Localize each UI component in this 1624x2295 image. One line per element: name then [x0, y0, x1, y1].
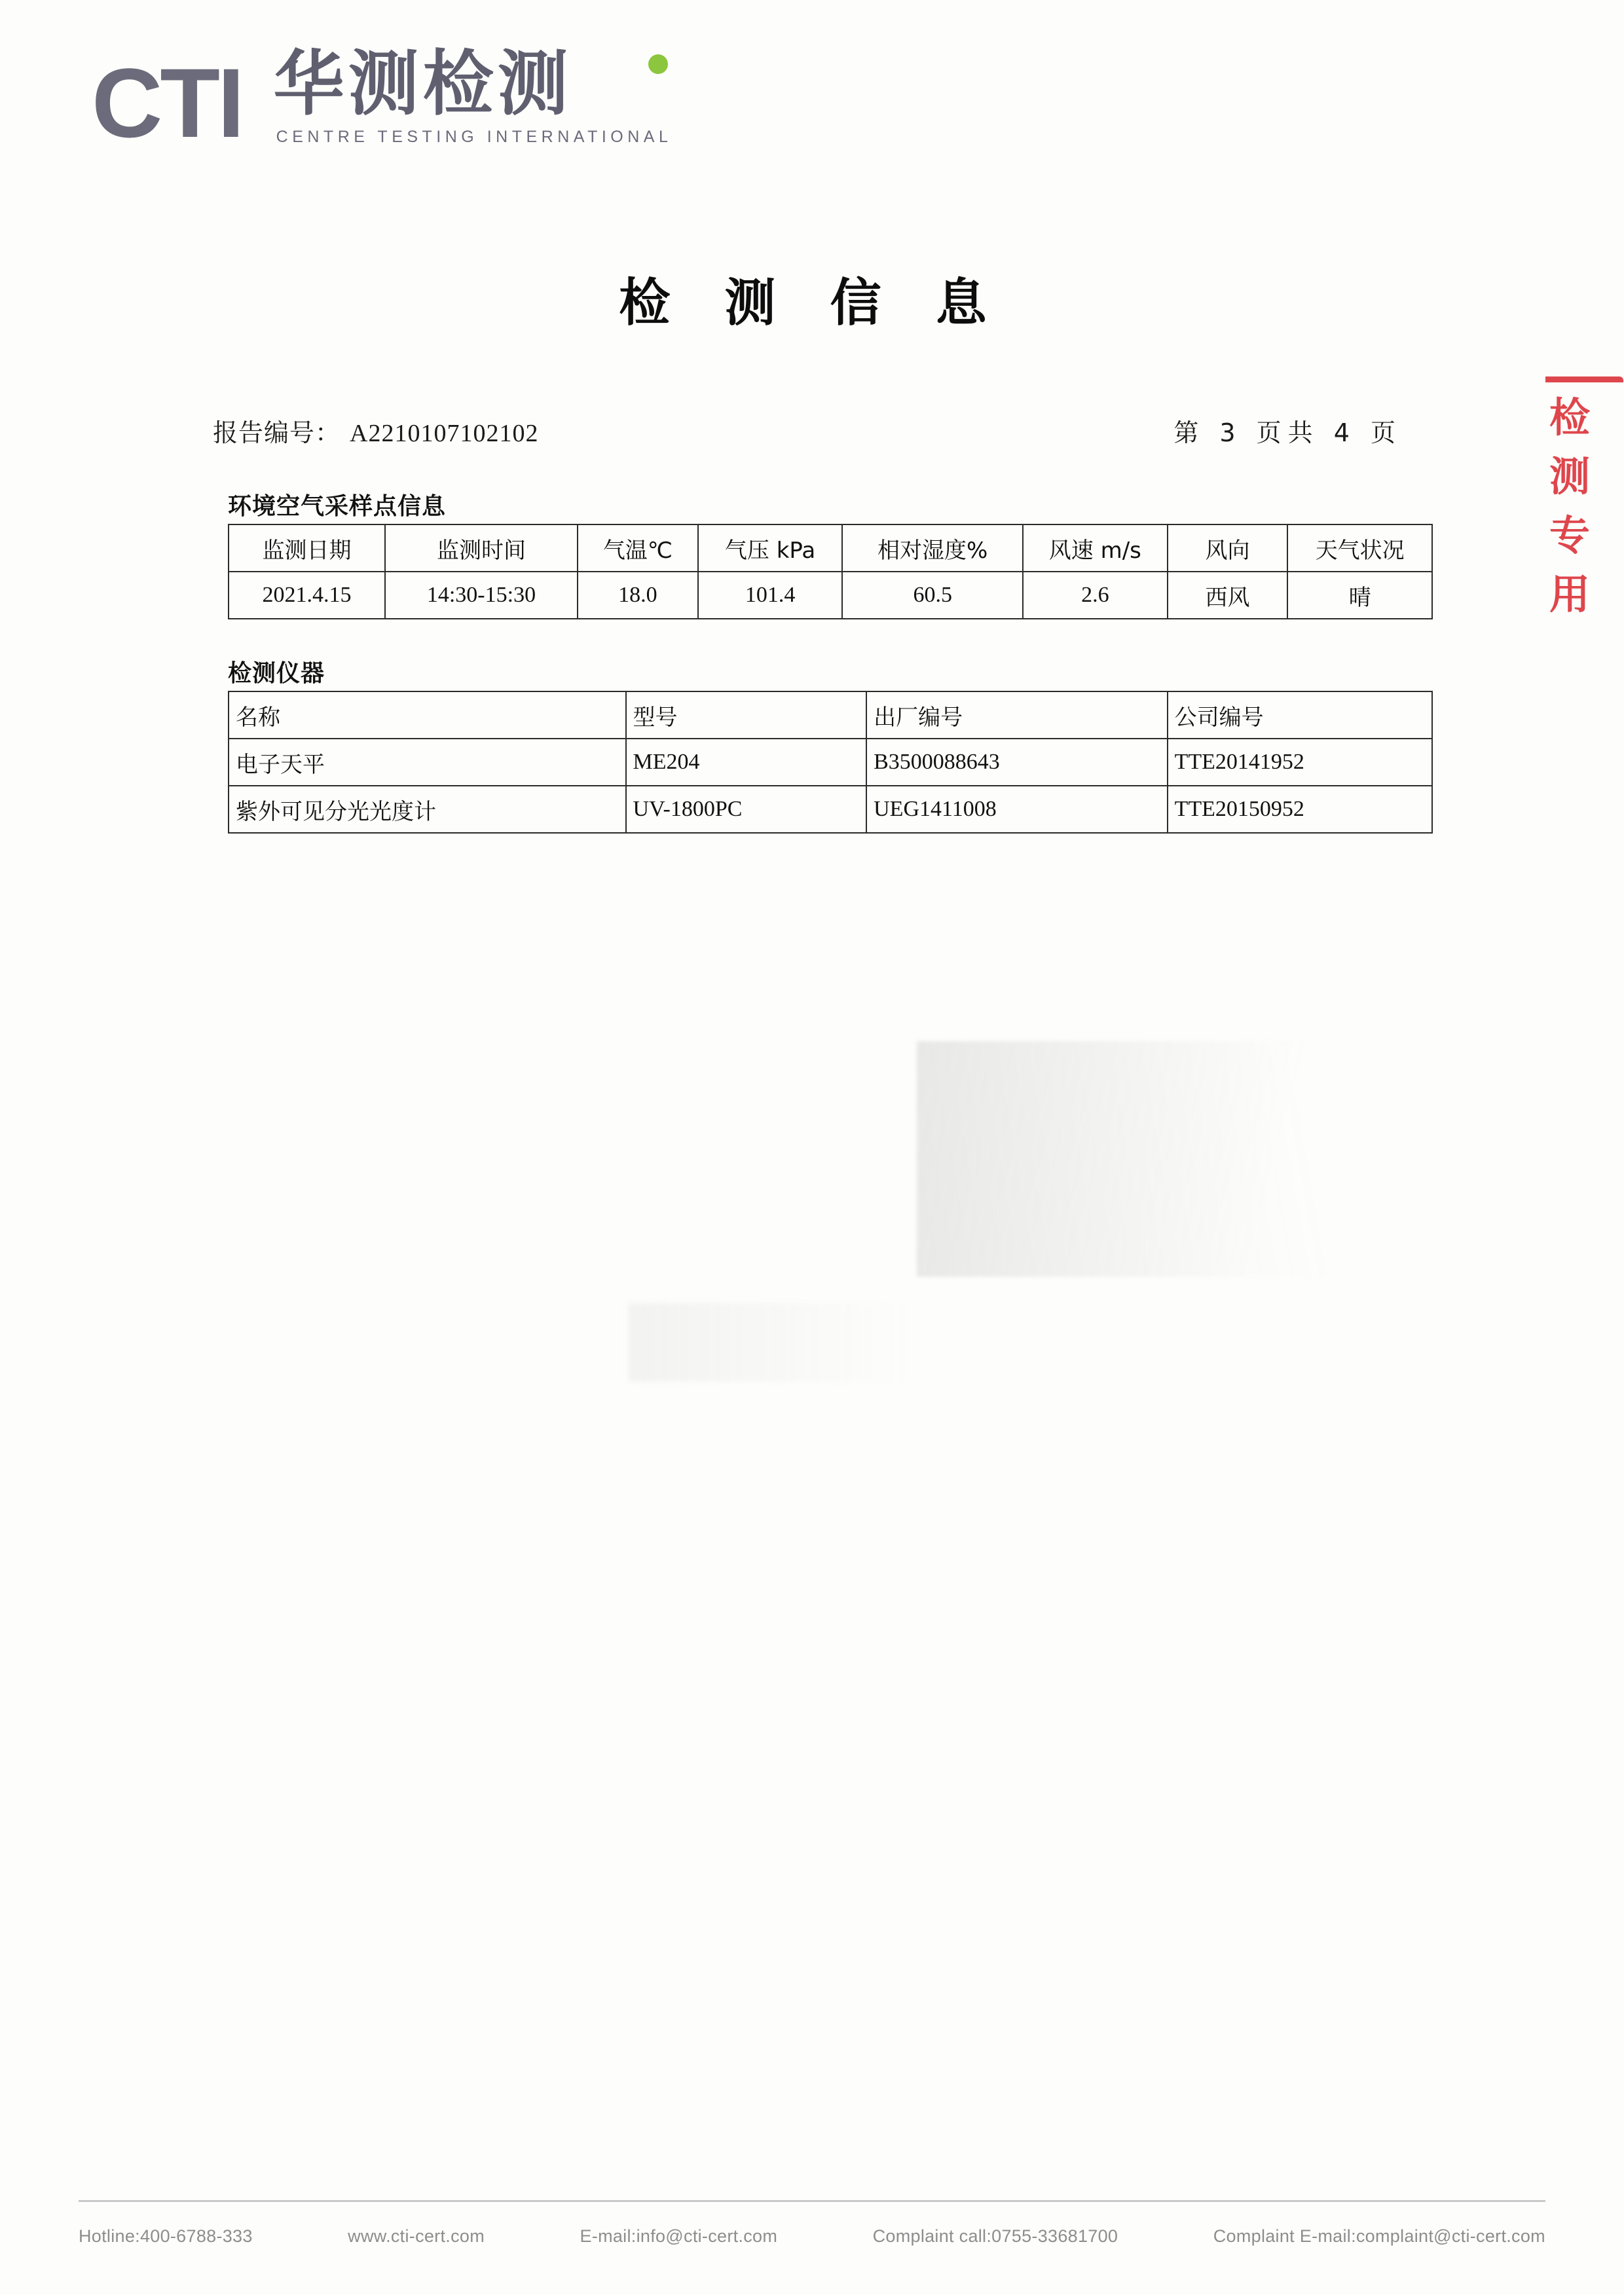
official-red-stamp [1545, 376, 1624, 665]
col-header-instrument-model: 型号 [626, 691, 867, 739]
footer-email: E-mail:info@cti-cert.com [580, 2226, 778, 2246]
footer-complaint-call: Complaint call:0755-33681700 [872, 2226, 1118, 2246]
cell-windspeed: 2.6 [1023, 572, 1168, 619]
table-header-row [229, 524, 1432, 572]
footer-complaint-email: Complaint E-mail:complaint@cti-cert.com [1213, 2226, 1545, 2246]
cell-winddirection: 西风 [1168, 572, 1288, 619]
col-header-serial-number: 出厂编号 [866, 691, 1168, 739]
instruments-table [228, 691, 1433, 834]
cell-instrument-model: ME204 [626, 739, 867, 786]
report-number-label: 报告编号： [213, 418, 341, 447]
table-header-row [229, 691, 1432, 739]
page-title: 检 测 信 息 [619, 274, 1005, 333]
logo-english-name: CENTRE TESTING INTERNATIONAL [276, 128, 673, 146]
stamp-text: 检测专用 [1549, 394, 1592, 618]
cell-serial-number: B3500088643 [866, 739, 1168, 786]
table-row [229, 786, 1432, 833]
cell-serial-number: UEG1411008 [866, 786, 1168, 833]
cell-instrument-name: 紫外可见分光光度计 [229, 786, 626, 833]
logo-mark-text: CTI [92, 47, 242, 158]
section-heading-environment: 环境空气采样点信息 [228, 493, 447, 520]
cell-time: 14:30-15:30 [385, 572, 578, 619]
page-indicator: 第 3 页共 4 页 [1173, 418, 1402, 447]
cell-weather: 晴 [1287, 572, 1432, 619]
logo-chinese-name: 华测检测 [273, 43, 572, 125]
col-header-pressure: 气压 kPa [698, 524, 843, 572]
report-header-row [213, 413, 1411, 449]
cell-date: 2021.4.15 [229, 572, 385, 619]
page-footer [79, 2226, 1545, 2247]
footer-hotline: Hotline:400-6788-333 [79, 2226, 253, 2246]
logo-text-block [273, 43, 673, 147]
col-header-windspeed: 风速 m/s [1023, 524, 1168, 572]
scan-artifact [629, 1303, 910, 1382]
section-heading-instruments: 检测仪器 [228, 660, 325, 687]
cti-logo [92, 43, 673, 158]
col-header-humidity: 相对湿度% [842, 524, 1023, 572]
cell-temperature: 18.0 [578, 572, 698, 619]
col-header-time: 监测时间 [385, 524, 578, 572]
col-header-weather: 天气状况 [1287, 524, 1432, 572]
col-header-company-number: 公司编号 [1168, 691, 1432, 739]
report-number-value: A2210107102102 [350, 420, 539, 447]
col-header-instrument-name: 名称 [229, 691, 626, 739]
col-header-temperature: 气温℃ [578, 524, 698, 572]
cell-instrument-model: UV-1800PC [626, 786, 867, 833]
cell-company-number: TTE20150952 [1168, 786, 1432, 833]
cell-instrument-name: 电子天平 [229, 739, 626, 786]
cell-humidity: 60.5 [842, 572, 1023, 619]
table-row [229, 739, 1432, 786]
report-number [213, 413, 538, 449]
footer-divider [79, 2200, 1545, 2202]
col-header-date: 监测日期 [229, 524, 385, 572]
col-header-winddirection: 风向 [1168, 524, 1288, 572]
cell-pressure: 101.4 [698, 572, 843, 619]
scan-artifact [917, 1041, 1572, 1277]
table-row [229, 572, 1432, 619]
environment-sampling-table [228, 524, 1433, 619]
cell-company-number: TTE20141952 [1168, 739, 1432, 786]
footer-website: www.cti-cert.com [348, 2226, 485, 2246]
